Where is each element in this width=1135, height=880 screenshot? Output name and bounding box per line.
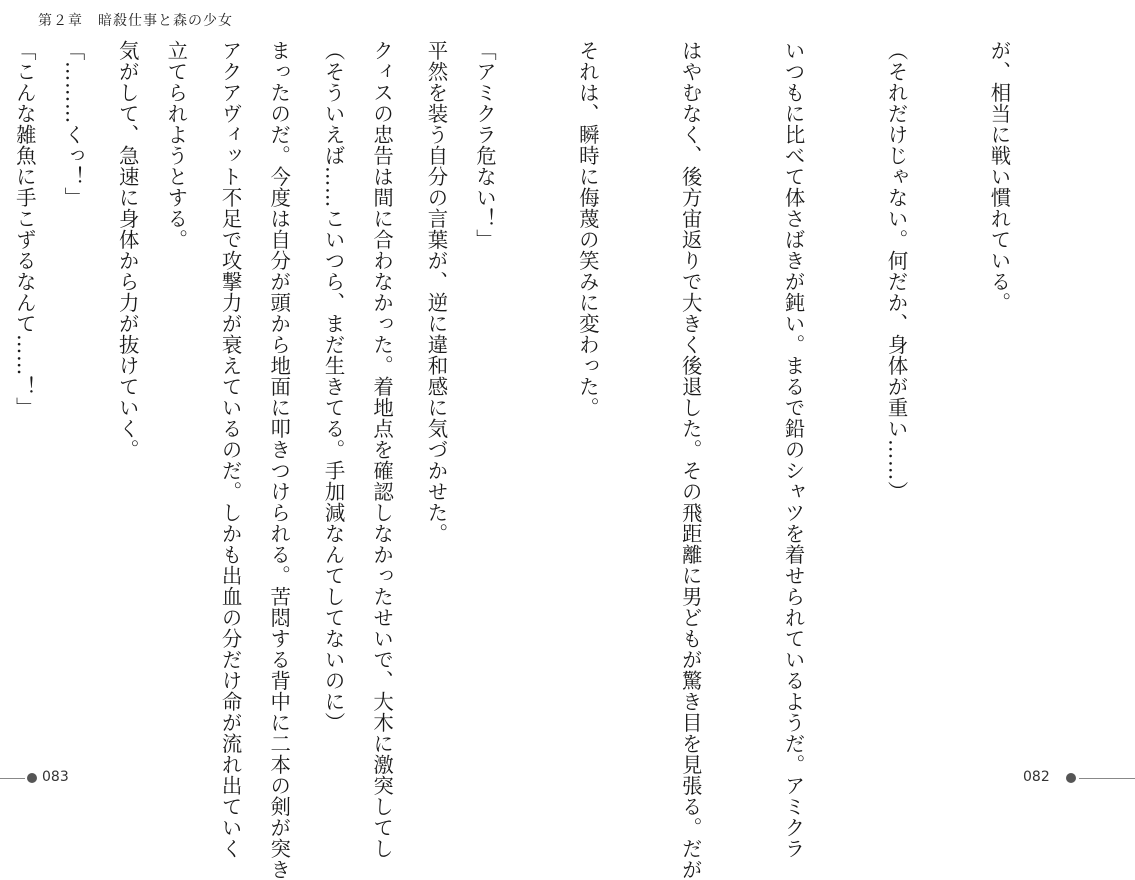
page-number: 082 — [1023, 769, 1050, 785]
page-number: 083 — [42, 769, 69, 785]
text-line: 立てられようとする。 — [164, 40, 189, 250]
page-footer-left — [0, 769, 120, 786]
text-line: 平然を装う自分の言葉が、逆に違和感に気づかせた。 — [424, 40, 449, 544]
text-line: それは、瞬時に侮蔑の笑みに変わった。 — [575, 40, 600, 418]
footer-dot-icon — [1066, 773, 1076, 783]
footer-rule — [1079, 778, 1135, 779]
text-line: （そういえば……こいつら、まだ生きてる。手加減なんてしてないのに） — [321, 40, 346, 733]
footer-rule — [0, 778, 25, 779]
text-line: 「こんな雑魚に手こずるなんて……！」 — [12, 40, 37, 418]
text-line: 「アミクラ危ない！」 — [472, 40, 497, 250]
text-line: はやむなく、後方宙返りで大きく後退した。その飛距離に男どもが驚き目を見張る。だが — [678, 40, 703, 880]
text-line: まったのだ。今度は自分が頭から地面に叩きつけられる。苦悶する背中に二本の剣が突き — [267, 40, 292, 880]
page-footer-right — [1008, 769, 1135, 786]
text-line: 気がして、急速に身体から力が抜けていく。 — [115, 40, 140, 460]
text-line: （それだけじゃない。何だか、身体が重い……） — [884, 40, 909, 502]
text-line: いつもに比べて体さばきが鈍い。まるで鉛のシャツを着せられているようだ。アミクラ — [781, 40, 806, 859]
text-line: が、相当に戦い慣れている。 — [987, 40, 1012, 313]
footer-dot-icon — [27, 773, 37, 783]
text-line: アクアヴィット不足で攻撃力が衰えているのだ。しかも出血の分だけ命が流れ出ていく — [218, 40, 243, 859]
text-line: 「………くっ！」 — [61, 40, 86, 208]
chapter-header: 第２章 暗殺仕事と森の少女 — [38, 13, 233, 29]
text-line: クィスの忠告は間に合わなかった。着地点を確認しなかったせいで、大木に激突してし — [370, 40, 395, 859]
